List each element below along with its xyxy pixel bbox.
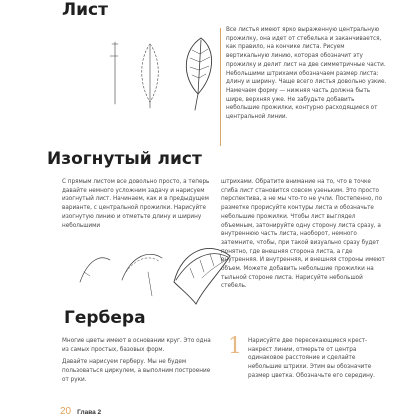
section-title-leaf: Лист xyxy=(62,0,108,20)
gerbera-intro xyxy=(62,337,212,389)
bent-leaf-paragraph-1: С прямым листом все довольно просто, а теперь давайте немного усложним задачу и нарисуем изогнутый лист. Начинаем, как и в предыдущем варианте, с центральной прожилки. Нарисуйте изогнутую линию и отметьте длину и ширину небольшими xyxy=(62,179,210,229)
section-title-bent-leaf: Изогнутый лист xyxy=(47,149,202,169)
leaf-description xyxy=(226,26,388,126)
bent-leaf-paragraph-2: штрихами. Обратите внимание на то, что в точке сгиба лист становится совсем узеньким. Это просто перспектива, а не мы что-то не учли. Постепенно, по разметке прорисуйте контуры листа и обозначьте небольшие прожилки. Чтобы лист выглядел объемным, затонируйте одну сторону листа сразу, а внутреннюю часть листа, наоборот, немного затемните, чтобы, при такой визуально сразу будет понятно, где внешняя сторона листа, а где внутренняя. И внутренняя, и внешняя стороны имеют объем. Можете добавить небольшие прожилки на тыльной стороне листа. Нарисуйте небольшой стебель. xyxy=(221,179,385,290)
gerbera-step-1-text: Нарисуйте две пересекающиеся крест-накрест линии, отмерьте от центра одинаковое расстояние и сделайте небольшие штрихи. Этим вы обозначите размер цветка. Обозначьте его середину. xyxy=(248,338,375,379)
page-footer xyxy=(60,406,101,417)
bent-leaf-drawing-steps xyxy=(70,232,235,312)
chapter-label: Глава 2 xyxy=(77,409,102,416)
bent-leaf-column-1 xyxy=(62,178,210,234)
leaf-sketch-illustration xyxy=(105,34,220,114)
gerbera-step-1 xyxy=(248,337,388,385)
bent-leaf-column-2 xyxy=(221,178,387,295)
section-divider xyxy=(220,28,221,146)
leaf-paragraph: Все листья имеют ярко выраженную центральную прожилку, она идет от стебелька и заканчивается, как правило, на кончике листа. Рисуем вертикальную линию, которая обозначит эту прожилку и делит лист на две симметричные части. Небольшими штрихами обозначаем размер листа: длину и ширину. Чаще всего листья довольно узкие. Намечаем форму — нижняя часть должна быть шире, верхняя уже. Не забудьте добавить небольшие прожилки, контурно расходящиеся от центральной линии. xyxy=(226,27,387,121)
gerbera-paragraph-1: Многие цветы имеют в основании круг. Это одна из самых простых, базовых форм. xyxy=(62,338,211,353)
step-number: 1 xyxy=(228,334,242,359)
bent-leaf-sketch-illustration xyxy=(70,232,235,312)
section-title-gerbera: Гербера xyxy=(64,308,146,328)
gerbera-paragraph-2: Давайте нарисуем герберу. Мы не будем пользоваться циркулем, а выполним построение от руки. xyxy=(62,359,211,383)
page-number: 20 xyxy=(60,406,72,417)
leaf-drawing-steps xyxy=(105,34,220,114)
